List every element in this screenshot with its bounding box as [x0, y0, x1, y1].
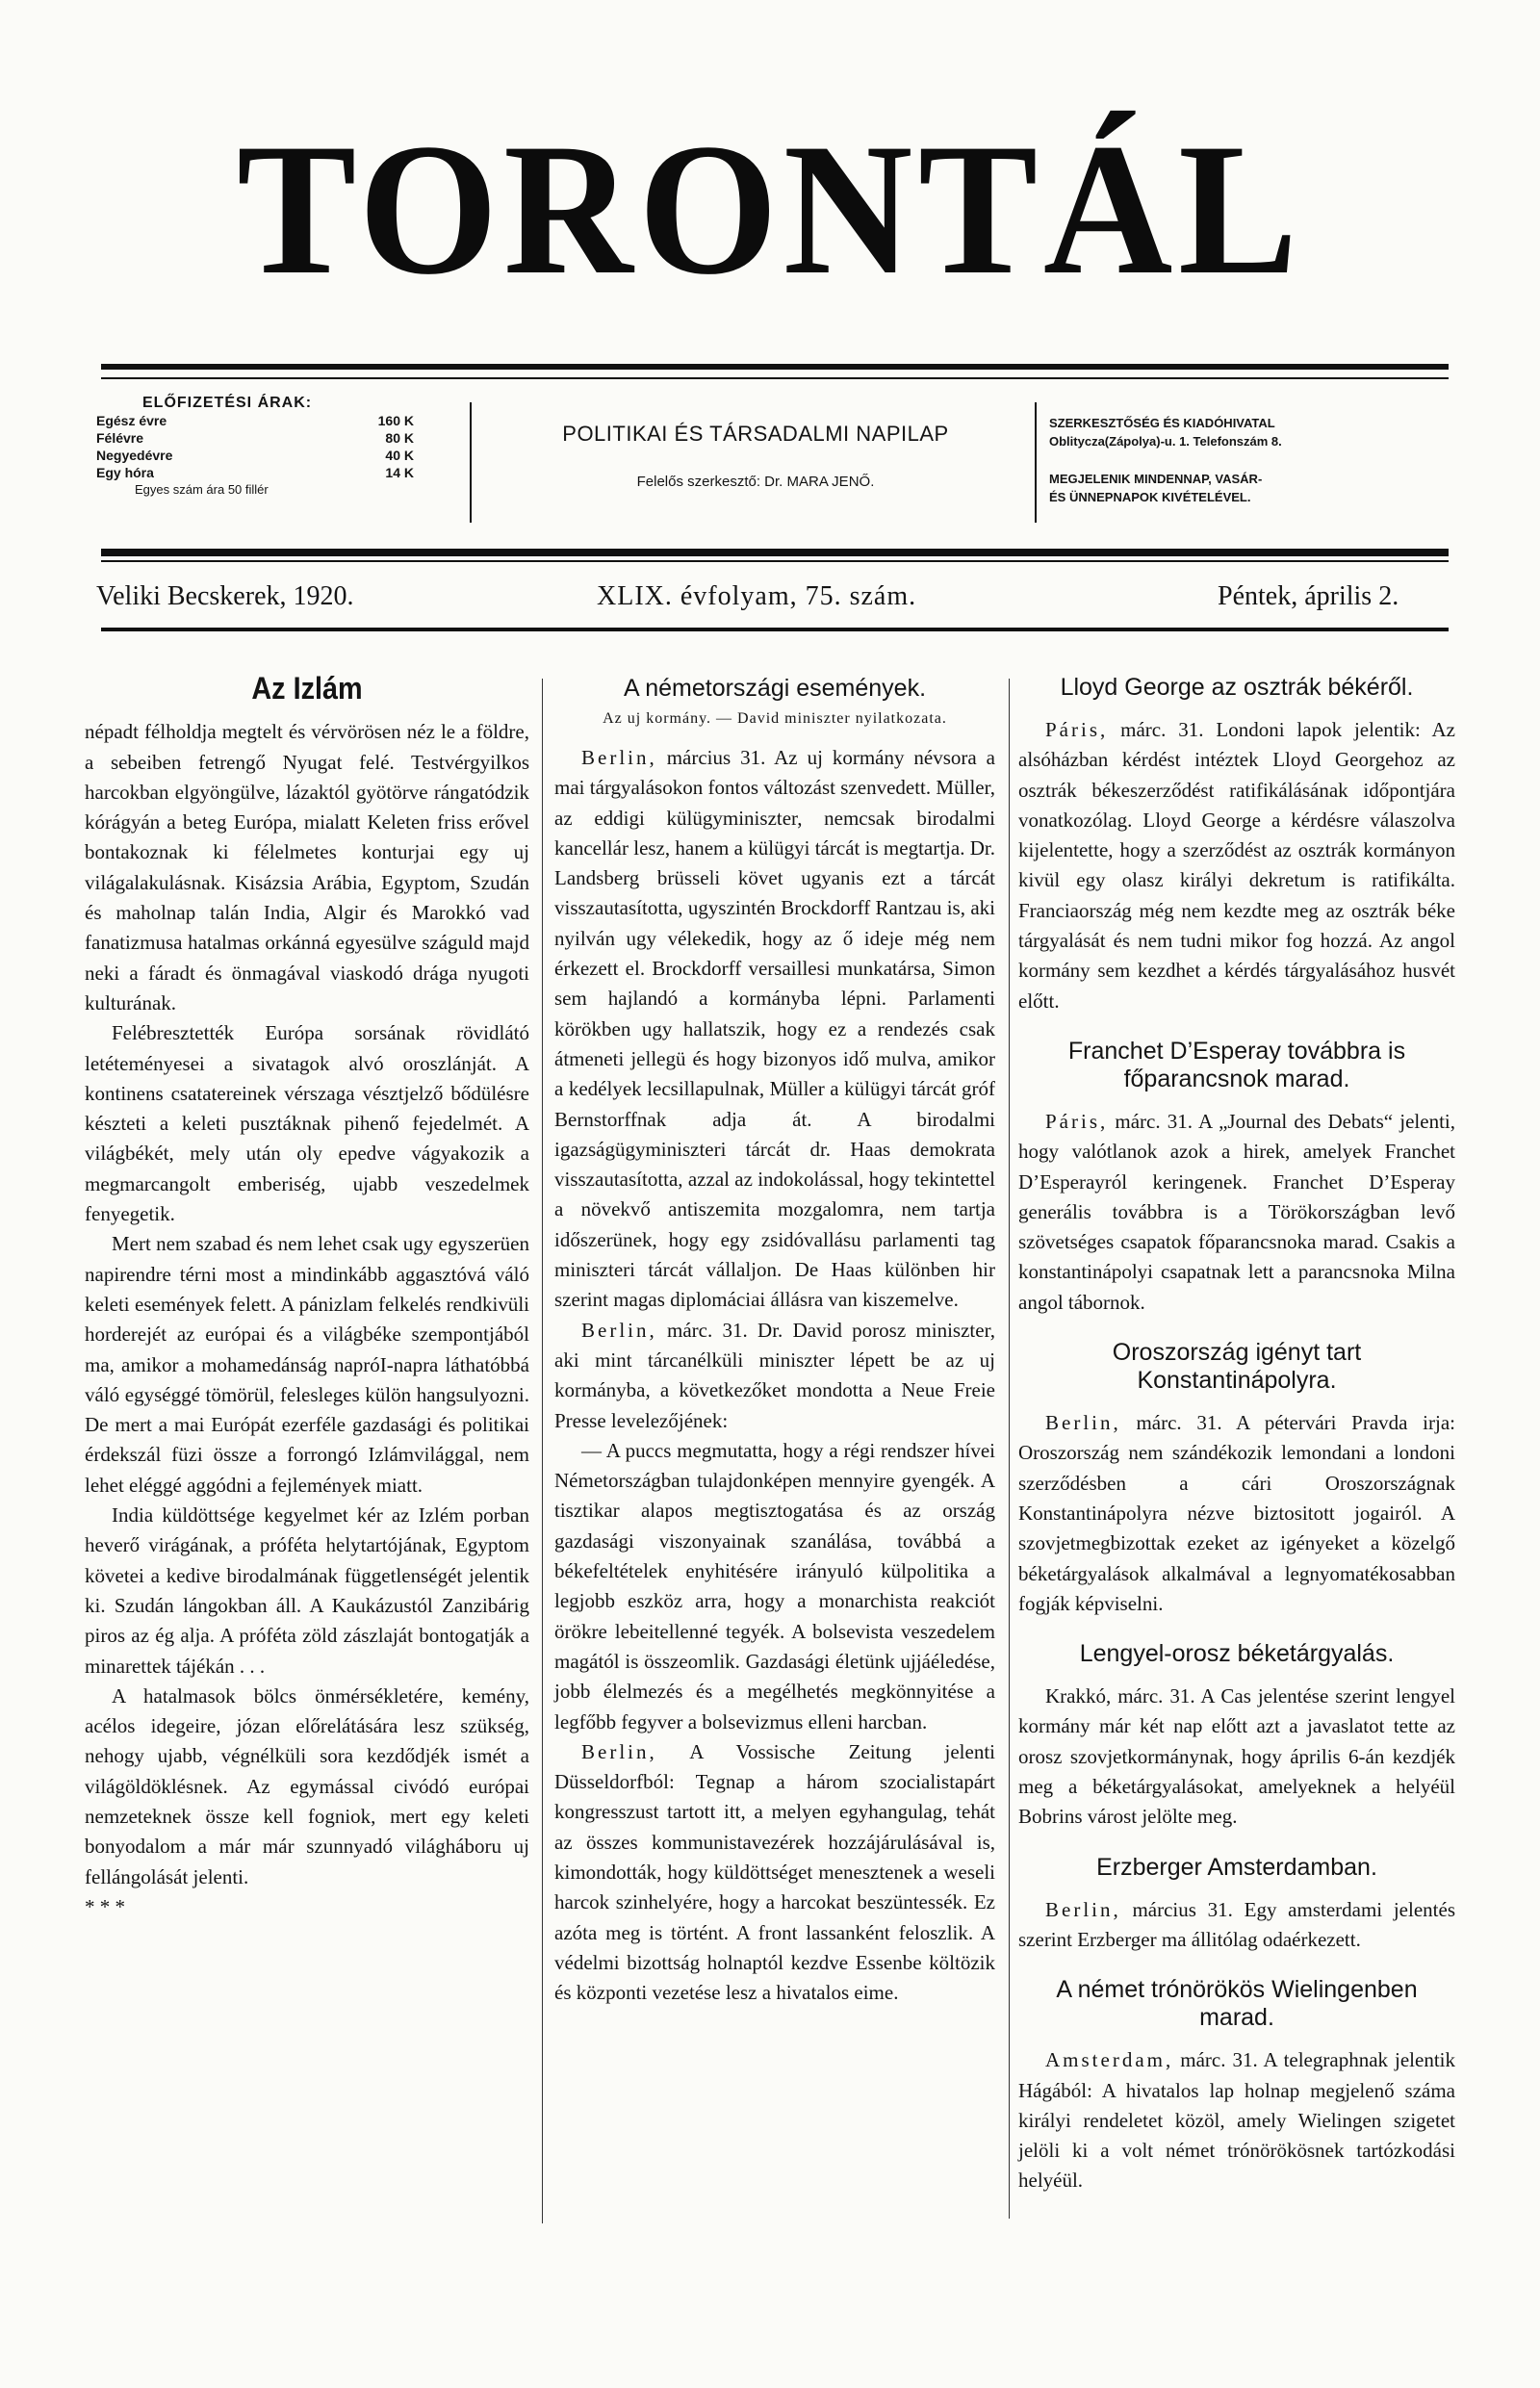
header-rule-thin [101, 560, 1449, 562]
column-editorial [85, 671, 529, 1922]
column-divider [1009, 679, 1010, 2219]
headline-russia-constantinople: Oroszország igényt tart Konstantinápolyra. [1112, 1339, 1362, 1395]
headline-erzberger: Erzberger Amsterdamban. [1096, 1853, 1377, 1881]
headline-izlam: Az Izlám [251, 671, 363, 706]
price-row: Egy hóra 14 K [96, 465, 414, 480]
dateline-rule [101, 628, 1449, 631]
price-row: Egész évre 160 K [96, 413, 414, 428]
paper-subtitle-block [476, 422, 1035, 490]
paper-type: POLITIKAI ÉS TÁRSADALMI NAPILAP [562, 422, 949, 446]
editor-line: Felelős szerkesztő: Dr. MARA JENŐ. [636, 474, 875, 490]
office-line: SZERKESZTŐSÉG ÉS KIADÓHIVATAL [1049, 416, 1275, 430]
dateline-day: Péntek, április 2. [1218, 581, 1399, 611]
dateline-lead: Berlin, [1045, 1411, 1121, 1435]
dateline-lead: Berlin, [581, 1318, 657, 1342]
paragraph: március 31. Az uj kormány névsora a mai tárgyalásokon fontos változást szenvedett. Müller, az eddigi külügyminiszter, nemcsak birodalmi kancellár lesz, hanem a külügyi tárcát is megtartja. Dr. Landsberg brüsseli követ ugyanis ezt a tárcát visszautasította, ugyszintén Brockdorff Rantzau is, aki nyilván ugy vélekedik, hogy az ő ideje még nem érkezett el. Brockdorff versaillesi munkatársa, Simon sem hajlandó a kormányba lépni. Parlamenti körökben ugy hallatszik, hogy ez a rendezés csak átmeneti jellegü és hogy bizonyos idő mulva, amikor a kedélyek lecsillapulnak, Müller a külügyi tárcát gróf Bernstorffnak adja át. A birodalmi igazságügyminiszteri tárcát dr. Haas demokrata visszautasította, azzal az indokolással, hogy tekintettel a növekvő antiszemita mozgalomra, nem tartja időszerünek, hogy egy zsidóvallásu parlamenti tag miniszteri tárcát vállaljon. De Haas különben hir szerint magas diplomáciai állásra van kiszemelve. [554, 746, 995, 1312]
price-row: Negyedévre 40 K [96, 448, 414, 463]
header-rule [101, 549, 1449, 556]
headline-franchet: Franchet D’Esperay továbbra is főparancsnok marad. [1067, 1037, 1406, 1092]
paragraph: A hatalmasok bölcs önmérsékletére, kemény, acélos idegeire, józan előrelátására lesz szükség, nehogy ujabb, végnélküli sora kezdődjék ismét a világöldöklésnek. Az egymással civódó európai nemzeteknek össze kell fogniok, mert egy keleti bonyodalom a már már szunnyadó világháboru uj fellángolását jelenti. [85, 1683, 529, 1888]
office-line: MEGJELENIK MINDENNAP, VASÁR- [1049, 472, 1263, 486]
paragraph: Mert nem szabad és nem lehet csak ugy egyszerüen napirendre térni most a mindinkább aggasztóvá váló keleti események felett. A pánizlam felkelés rendkivüli horderejét az európai és a világbéke szempontjából ma, amikor a mohamedánság napróI-napra láthatóbbá váló egységgé tömörül, felesleges külön hangsulyozni. De mert a mai Európát ezerféle gazdasági és politikai érdekszál füzi össze a forrongó Izlámvilággal, nem lehet eléggé aggódni a fejlemények miatt. [85, 1232, 529, 1497]
masthead-title: TORONTÁL [237, 105, 1303, 314]
dateline-place: Veliki Becskerek, 1920. [96, 581, 354, 611]
dateline-lead: Amsterdam, [1045, 2048, 1174, 2072]
office-line: Oblitycza(Zápolya)-u. 1. Telefonszám 8. [1049, 434, 1282, 449]
dateline-lead: Páris, [1045, 1109, 1109, 1133]
paragraph: márc. 31. A „Journal des Debats“ jelenti, hogy valótlanok azok a hirek, amelyek Franchet D’Esperayról keringenek. Franchet D’Esperay generális továbbra is a Törökországban levő szövetséges csapatok főparancsnoka marad. Csakis a konstantinápolyi csapatnak lett a parancsnoka Milna angol tábornok. [1018, 1109, 1455, 1314]
column-german-events [554, 674, 995, 2008]
paragraph: márc. 31. Londoni lapok jelentik: Az alsóházban kérdést intéztek Lloyd Georgehoz az osztrák békeszerződést ratifikálásának időpontjára vonatkozólag. Lloyd George a kérdésre válaszolva kijelentette, hogy a szerződést az osztrák kormányon kivül egy olasz királyi dekretum is ratifikálta. Franciaország még nem kezdte meg az osztrák béke tárgyalását és nem tudni mikor fog hozzá. Az angol kormány sem kezdhet a kérdés tárgyalásához husvét előtt. [1018, 718, 1455, 1013]
prices-title: ELŐFIZETÉSI ÁRAK: [142, 395, 313, 411]
paragraph: A Vossische Zeitung jelenti Düsseldorfból: Tegnap a három szocialistapárt kongresszust tartott itt, a melyen egyhangulag, tehát az összes kommunistavezérek hozzájárulásával is, kimondották, hogy küldöttséget menesztenek a weseli harcok szinhelyére, hogy a harcokat beszüntessék. Ez azóta meg is történt. A front lassanként feloszlik. A védelmi bizottság holnaptól kezdve Essenbe költözik és központi vezetése lesz a hivatalos eime. [554, 1739, 995, 2005]
paragraph: márc. 31. A telegraphnak jelentik Hágából: A hivatalos lap holnap megjelenő száma királyi rendeletet közöl, amely Wielingen szigetet jelöli ki a volt német trónörökösnek tartózkodási helyéül. [1018, 2048, 1455, 2193]
paragraph: márc. 31. Dr. David porosz miniszter, aki mint tárcanélküli miniszter lépett be az uj kormányba, a következőket mondotta a Neue Freie Presse levelezőjének: [554, 1318, 995, 1432]
masthead-rule-thin [101, 377, 1449, 379]
dateline-lead: Berlin, [581, 746, 657, 769]
dateline-lead: Berlin, [1045, 1897, 1121, 1921]
paragraph: márc. 31. A Cas jelentése szerint lengyel kormány már két nap előtt azt a javaslatot tette az orosz szovjetkormánynak, hogy április 6-án kezdjék meg a béketárgyalásokat, amelyeknek a helyéül Bobrins várost jelölte meg. [1018, 1684, 1455, 1829]
dateline-lead: Berlin, [581, 1739, 657, 1763]
headline-polish-russian-talks: Lengyel-orosz béketárgyalás. [1079, 1640, 1395, 1668]
single-copy-price: Egyes szám ára 50 fillér [135, 482, 269, 497]
headline-lloyd-george: Lloyd George az osztrák békéről. [1060, 674, 1414, 701]
subscription-prices [96, 395, 452, 499]
office-block [1049, 414, 1453, 506]
header-divider [470, 402, 472, 523]
headline-crown-prince: A német trónörökös Wielingenben marad. [1056, 1976, 1418, 2032]
paragraph: népadt félholdja megtelt és vérvörösen néz le a földre, a sebeiben fetrengő Nyugat felé. Testvérgyilkos harcokban elgyöngülve, lázaktól gyötörve rángatódzik kórágyán a beteg Európa, mialatt Keleten friss erővel bontakoznak ki félelmetes konturjai egy uj világalakulásnak. Kisázsia Arábia, Egyptom, Szudán és maholnap talán India, Algir és Marokkó vad fanatizmusa hatalmas orkánná egyesülve száguld majd neki a fáradt és önmagával viaskodó drága nyugoti kulturának. [85, 720, 529, 1014]
dateline-lead: Krakkó, [1045, 1684, 1112, 1708]
column-news [1018, 674, 1455, 2196]
paragraph: márc. 31. A pétervári Pravda irja: Oroszország nem szándékozik lemondani a londoni szerződésben a cári Oroszországnak Konstantinápolyra nézve biztositott jogairól. A szovjetmegbizottak ezeket az igényeket a közelgő béketárgyalások alkalmával a legnyomatékosabban fogják képviselni. [1018, 1411, 1455, 1615]
headline-german-events: A németországi események. [623, 675, 927, 702]
tail-ornament: * * * [85, 1894, 125, 1918]
column-divider [542, 679, 543, 2223]
header-divider [1035, 402, 1037, 523]
paragraph: március 31. Egy amsterdami jelentés szerint Erzberger ma állitólag odaérkezett. [1018, 1897, 1455, 1951]
masthead-rule [101, 364, 1449, 370]
paragraph: India küldöttsége kegyelmet kér az Izlém porban heverő virágának, a próféta helytartójának, Egyptom követei a kedive birodalmának függetlenségét jelentik ki. Szudán lángokban áll. A Kaukázustól Zanzibárig piros az ég alja. A próféta zöld zászlaját bontogatják a minarettek tájékán . . . [85, 1503, 529, 1678]
price-row: Félévre 80 K [96, 430, 414, 446]
dateline-lead: Páris, [1045, 718, 1109, 741]
subheadline: Az uj kormány. — David miniszter nyilatkozata. [603, 710, 947, 727]
dateline-volume: XLIX. évfolyam, 75. szám. [597, 581, 917, 611]
office-line: ÉS ÜNNEPNAPOK KIVÉTELÉVEL. [1049, 490, 1251, 504]
paragraph: Felébresztették Európa sorsának rövidlátó letéteményesei a sivatagok alvó oroszlánját. A kontinens csatatereinek vérszaga vésztjelző bődülésre készteti a keleti pusztáknak pihenő fejedelmét. A világbékét, mely után oly epedve vágyakozik a megmarcangolt emberiség, ujabb veszedelmek fenyegetik. [85, 1021, 529, 1226]
paragraph: — A puccs megmutatta, hogy a régi rendszer hívei Németországban tulajdonképen mennyire gyengék. A tisztikar alapos megtisztogatása és az ország gazdasági viszonyainak szanálása, továbbá a békefeltételek enyhitésére irányuló külpolitika a legjobb eszköz arra, hogy a monarchista reakciót örökre lebeitellenné tegyék. A bolsevista veszedelem magától is összeomlik. Gazdasági életünk ujjáéledése, jobb élelmezés és a megélhetés megkönnyitése a legfőbb fegyver a bolsevizmus elleni harcban. [554, 1438, 995, 1733]
